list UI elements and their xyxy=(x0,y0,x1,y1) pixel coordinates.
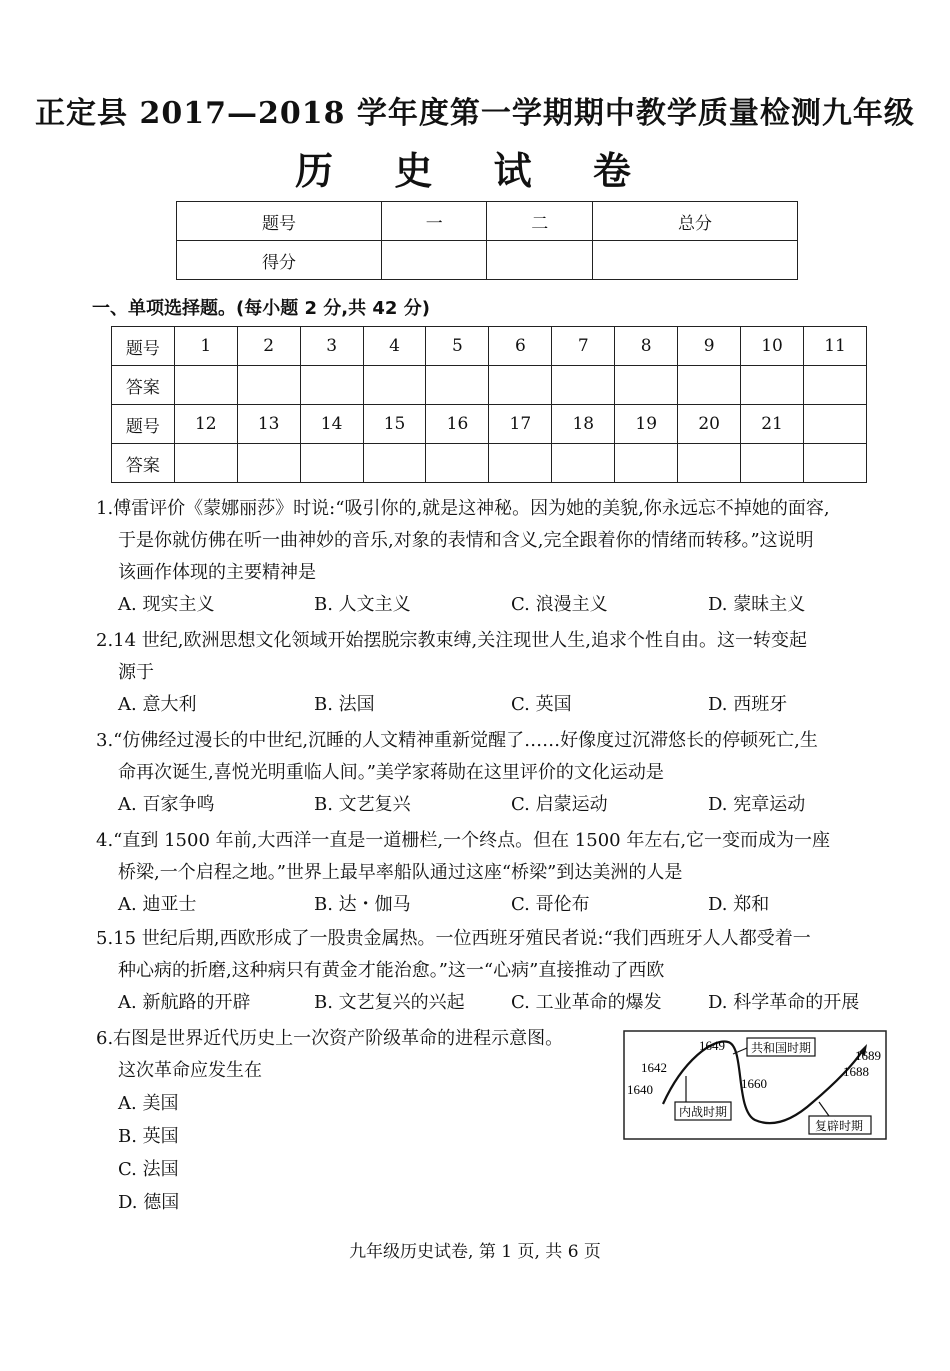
option-c[interactable]: C. 哥伦布 xyxy=(511,894,590,915)
option-b[interactable]: B. 文艺复兴 xyxy=(314,794,411,815)
score-cell xyxy=(592,241,797,280)
answer-cell[interactable] xyxy=(237,444,300,483)
question-number-cell: 17 xyxy=(489,405,552,444)
question-text: 源于 xyxy=(118,662,154,683)
score-cell: 总分 xyxy=(592,202,797,241)
question-text: 4.“直到 1500 年前,大西洋一直是一道栅栏,一个终点。但在 1500 年左右,它一变而成为一座 xyxy=(96,830,831,851)
question-text: 6.右图是世界近代历史上一次资产阶级革命的进程示意图。 xyxy=(96,1028,564,1049)
answer-cell[interactable] xyxy=(678,444,741,483)
answer-cell[interactable] xyxy=(615,366,678,405)
question-1 xyxy=(96,493,896,621)
option-d[interactable]: D. 德国 xyxy=(118,1192,180,1213)
answer-table xyxy=(111,326,867,483)
score-cell xyxy=(382,241,487,280)
answer-cell[interactable] xyxy=(741,444,804,483)
score-cell: 一 xyxy=(382,202,487,241)
answer-cell[interactable] xyxy=(804,366,867,405)
score-cell: 得分 xyxy=(177,241,382,280)
revolution-process-diagram xyxy=(623,1030,887,1140)
answer-cell[interactable] xyxy=(174,366,237,405)
option-c[interactable]: C. 工业革命的爆发 xyxy=(511,992,662,1013)
options-row xyxy=(96,889,896,921)
option-a[interactable]: A. 新航路的开辟 xyxy=(118,992,251,1013)
question-number-cell: 13 xyxy=(237,405,300,444)
options-row xyxy=(96,689,896,721)
answer-table-label: 答案 xyxy=(112,366,175,405)
option-c[interactable]: C. 英国 xyxy=(511,694,572,715)
question-number-cell: 8 xyxy=(615,327,678,366)
option-c[interactable]: C. 启蒙运动 xyxy=(511,794,608,815)
question-number-cell: 11 xyxy=(804,327,867,366)
option-a[interactable]: A. 美国 xyxy=(118,1093,179,1114)
answer-cell[interactable] xyxy=(363,366,426,405)
callout-line xyxy=(819,1102,829,1116)
option-c[interactable]: C. 浪漫主义 xyxy=(511,594,608,615)
score-cell: 题号 xyxy=(177,202,382,241)
option-b[interactable]: B. 法国 xyxy=(314,694,375,715)
question-number-cell: 12 xyxy=(174,405,237,444)
answer-cell[interactable] xyxy=(426,366,489,405)
question-text: 种心病的折磨,这种病只有黄金才能治愈。”这一“心病”直接推动了西欧 xyxy=(118,960,665,981)
answer-cell[interactable] xyxy=(615,444,678,483)
question-number-cell: 21 xyxy=(741,405,804,444)
answer-table-label: 题号 xyxy=(112,405,175,444)
answer-cell[interactable] xyxy=(489,444,552,483)
box-label: 复辟时期 xyxy=(815,1119,864,1133)
box-label: 内战时期 xyxy=(679,1105,728,1119)
year-label: 1649 xyxy=(699,1038,725,1053)
options-row xyxy=(96,589,896,621)
year-label: 1640 xyxy=(627,1082,653,1097)
section-heading: 一、单项选择题。(每小题 2 分,共 42 分) xyxy=(92,298,430,319)
question-text: 2.14 世纪,欧洲思想文化领域开始摆脱宗教束缚,关注现世人生,追求个性自由。这一转变起 xyxy=(96,630,807,651)
question-number-cell: 6 xyxy=(489,327,552,366)
question-number-cell: 2 xyxy=(237,327,300,366)
question-number-cell: 20 xyxy=(678,405,741,444)
answer-cell[interactable] xyxy=(678,366,741,405)
answer-cell[interactable] xyxy=(489,366,552,405)
question-5 xyxy=(96,923,896,1019)
answer-cell[interactable] xyxy=(426,444,489,483)
question-3 xyxy=(96,725,896,821)
question-number-cell: 16 xyxy=(426,405,489,444)
option-c[interactable]: C. 法国 xyxy=(118,1159,179,1180)
question-2 xyxy=(96,625,896,721)
answer-cell[interactable] xyxy=(300,444,363,483)
question-text: 于是你就仿佛在听一曲神妙的音乐,对象的表情和含义,完全跟着你的情绪而转移。”这说明 xyxy=(118,530,814,551)
answer-cell[interactable] xyxy=(552,444,615,483)
question-number-cell: 3 xyxy=(300,327,363,366)
score-table xyxy=(176,201,798,280)
question-6 xyxy=(96,1023,616,1219)
option-d[interactable]: D. 科学革命的开展 xyxy=(708,992,860,1013)
answer-table-label: 答案 xyxy=(112,444,175,483)
score-cell: 二 xyxy=(487,202,592,241)
answer-cell[interactable] xyxy=(804,444,867,483)
answer-table-label: 题号 xyxy=(112,327,175,366)
question-number-cell: 1 xyxy=(174,327,237,366)
answer-cell[interactable] xyxy=(300,366,363,405)
question-text: 命再次诞生,喜悦光明重临人间。”美学家蒋勋在这里评价的文化运动是 xyxy=(118,762,664,783)
option-d[interactable]: D. 蒙昧主义 xyxy=(708,594,806,615)
question-text: 这次革命应发生在 xyxy=(118,1060,262,1081)
question-text: 3.“仿佛经过漫长的中世纪,沉睡的人文精神重新觉醒了……好像度过沉滞悠长的停顿死亡,生 xyxy=(96,730,818,751)
year-label: 1689 xyxy=(855,1048,881,1063)
option-b[interactable]: B. 英国 xyxy=(118,1126,179,1147)
option-d[interactable]: D. 西班牙 xyxy=(708,694,788,715)
question-text: 5.15 世纪后期,西欧形成了一股贵金属热。一位西班牙殖民者说:“我们西班牙人人都受着一 xyxy=(96,928,811,949)
exam-subtitle: 历 史 试 卷 xyxy=(295,148,655,193)
question-number-cell: 5 xyxy=(426,327,489,366)
question-number-cell: 9 xyxy=(678,327,741,366)
exam-title: 正定县 2017—2018 学年度第一学期期中教学质量检测九年级 xyxy=(35,96,915,131)
option-d[interactable]: D. 宪章运动 xyxy=(708,794,806,815)
question-number-cell: 19 xyxy=(615,405,678,444)
question-number-cell: 10 xyxy=(741,327,804,366)
option-d[interactable]: D. 郑和 xyxy=(708,894,770,915)
question-number-cell xyxy=(804,405,867,444)
question-text: 1.傅雷评价《蒙娜丽莎》时说:“吸引你的,就是这神秘。因为她的美貌,你永远忘不掉她的面容, xyxy=(96,498,830,519)
option-a[interactable]: A. 意大利 xyxy=(118,694,197,715)
answer-cell[interactable] xyxy=(741,366,804,405)
question-number-cell: 18 xyxy=(552,405,615,444)
question-text: 该画作体现的主要精神是 xyxy=(118,562,316,583)
question-4 xyxy=(96,825,896,921)
options-row xyxy=(96,789,896,821)
option-b[interactable]: B. 达・伽马 xyxy=(314,894,411,915)
option-a[interactable]: A. 现实主义 xyxy=(118,594,215,615)
year-label: 1688 xyxy=(843,1064,869,1079)
question-number-cell: 7 xyxy=(552,327,615,366)
answer-cell[interactable] xyxy=(237,366,300,405)
score-cell xyxy=(487,241,592,280)
box-label: 共和国时期 xyxy=(751,1041,812,1055)
question-number-cell: 15 xyxy=(363,405,426,444)
answer-cell[interactable] xyxy=(174,444,237,483)
year-label: 1660 xyxy=(741,1076,767,1091)
question-number-cell: 4 xyxy=(363,327,426,366)
option-b[interactable]: B. 人文主义 xyxy=(314,594,411,615)
option-b[interactable]: B. 文艺复兴的兴起 xyxy=(314,992,465,1013)
options-row xyxy=(96,987,896,1019)
question-number-cell: 14 xyxy=(300,405,363,444)
option-a[interactable]: A. 百家争鸣 xyxy=(118,794,215,815)
year-label: 1642 xyxy=(641,1060,667,1075)
option-a[interactable]: A. 迪亚士 xyxy=(118,894,197,915)
answer-cell[interactable] xyxy=(363,444,426,483)
answer-cell[interactable] xyxy=(552,366,615,405)
page-footer: 九年级历史试卷, 第 1 页, 共 6 页 xyxy=(349,1242,601,1262)
question-text: 桥梁,一个启程之地。”世界上最早率船队通过这座“桥梁”到达美洲的人是 xyxy=(118,862,683,883)
